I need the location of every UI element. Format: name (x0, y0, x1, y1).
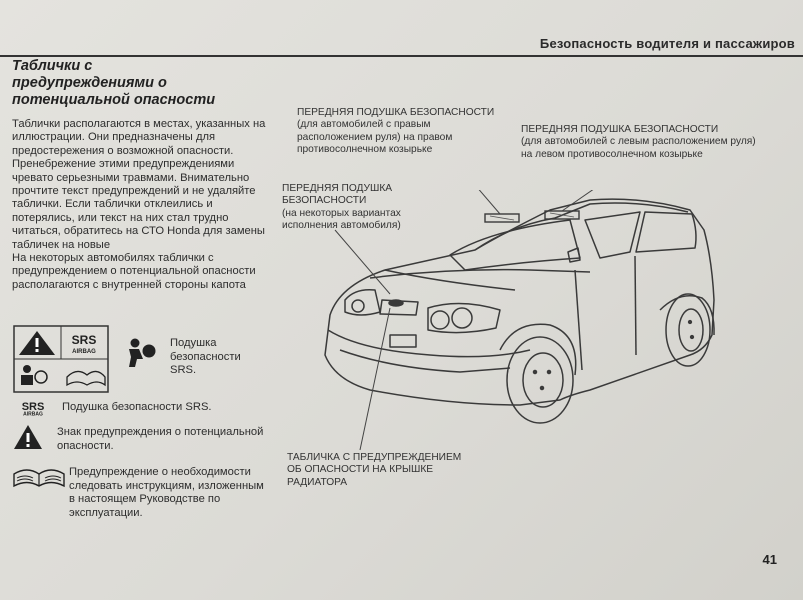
section-title-line: Таблички с (12, 58, 93, 74)
callout-line: (для автомобилей с правым (297, 119, 431, 131)
section-title (12, 58, 252, 109)
callout-front-left-airbag (521, 124, 756, 161)
open-book-icon (11, 466, 67, 490)
body-paragraph: Таблички располагаются в местах, указанных на иллюстрации. Они предназначены для предостережения о возможной опасности. Пренебрежение этими предупреждениями чревато серьезными травмами. Внимательно прочтите текст предупреждений и не удаляйте таблички. Если таблички отклеились и потерялись, или текст на них стал трудно читаться, обратитесь на СТО Honda для замены табличек на новые (12, 118, 266, 251)
callout-line: на левом противосолнечном козырьке (521, 148, 703, 160)
srs-text: SRS (71, 333, 97, 347)
callout-line: ОБ ОПАСНОСТИ НА КРЫШКЕ (287, 464, 434, 476)
callout-line: исполнения автомобиля) (282, 220, 401, 232)
legend-manual-item (11, 466, 267, 520)
callout-line: (на некоторых вариантах (282, 207, 401, 219)
header-divider (0, 55, 803, 57)
legend-srs-item (13, 400, 212, 416)
manual-item-text: Предупреждение о необходимости следовать инструкциям, изложенным в настоящем Руководстве по эксплуатации. (69, 466, 264, 519)
srs-item-text: Подушка безопасности SRS. (62, 401, 212, 413)
section-title-line: потенциальной опасности (12, 92, 216, 108)
callout-line: противосолнечном козырьке (297, 144, 433, 156)
svg-text:SRS: SRS (21, 401, 45, 413)
warning-item-text: Знак предупреждения о потенциальной опасности. (57, 426, 264, 452)
body-paragraph: На некоторых автомобилях таблички с предупреждением о потенциальной опасности располагаются с внутренней стороны капота (12, 252, 256, 291)
warning-triangle-icon (13, 424, 43, 450)
callout-line: ПЕРЕДНЯЯ ПОДУШКА БЕЗОПАСНОСТИ (521, 124, 719, 135)
callout-line: ТАБЛИЧКА С ПРЕДУПРЕЖДЕНИЕМ (287, 452, 462, 463)
page-number: 41 (762, 552, 777, 567)
legend-srs-label-block (13, 325, 109, 393)
callout-line: БЕЗОПАСНОСТИ (282, 195, 367, 207)
airbag-text: AIRBAG (72, 349, 96, 355)
callout-line: (для автомобилей с левым расположением руля) (521, 136, 756, 148)
callout-line: РАДИАТОРА (287, 476, 348, 488)
callout-line: ПЕРЕДНЯЯ ПОДУШКА БЕЗОПАСНОСТИ (297, 107, 495, 118)
callout-line: расположением руля) на правом (297, 131, 453, 143)
callout-front-right-airbag (297, 107, 494, 157)
srs-airbag-icon (13, 400, 53, 416)
chapter-title: Безопасность водителя и пассажиров (539, 36, 795, 51)
callout-line: ПЕРЕДНЯЯ ПОДУШКА (282, 183, 393, 194)
legend-warning-item (13, 424, 267, 453)
airbag-item-text: Подушка безопасности SRS. (170, 337, 241, 376)
srs-label-icon (13, 325, 109, 393)
section-title-line: предупреждениями о (12, 75, 167, 91)
body-text (12, 118, 272, 292)
svg-text:AIRBAG: AIRBAG (23, 411, 43, 416)
callout-front-variant-airbag (282, 183, 401, 233)
legend-airbag-item (123, 337, 252, 378)
callout-radiator-label (287, 452, 461, 489)
airbag-person-icon (123, 337, 157, 369)
